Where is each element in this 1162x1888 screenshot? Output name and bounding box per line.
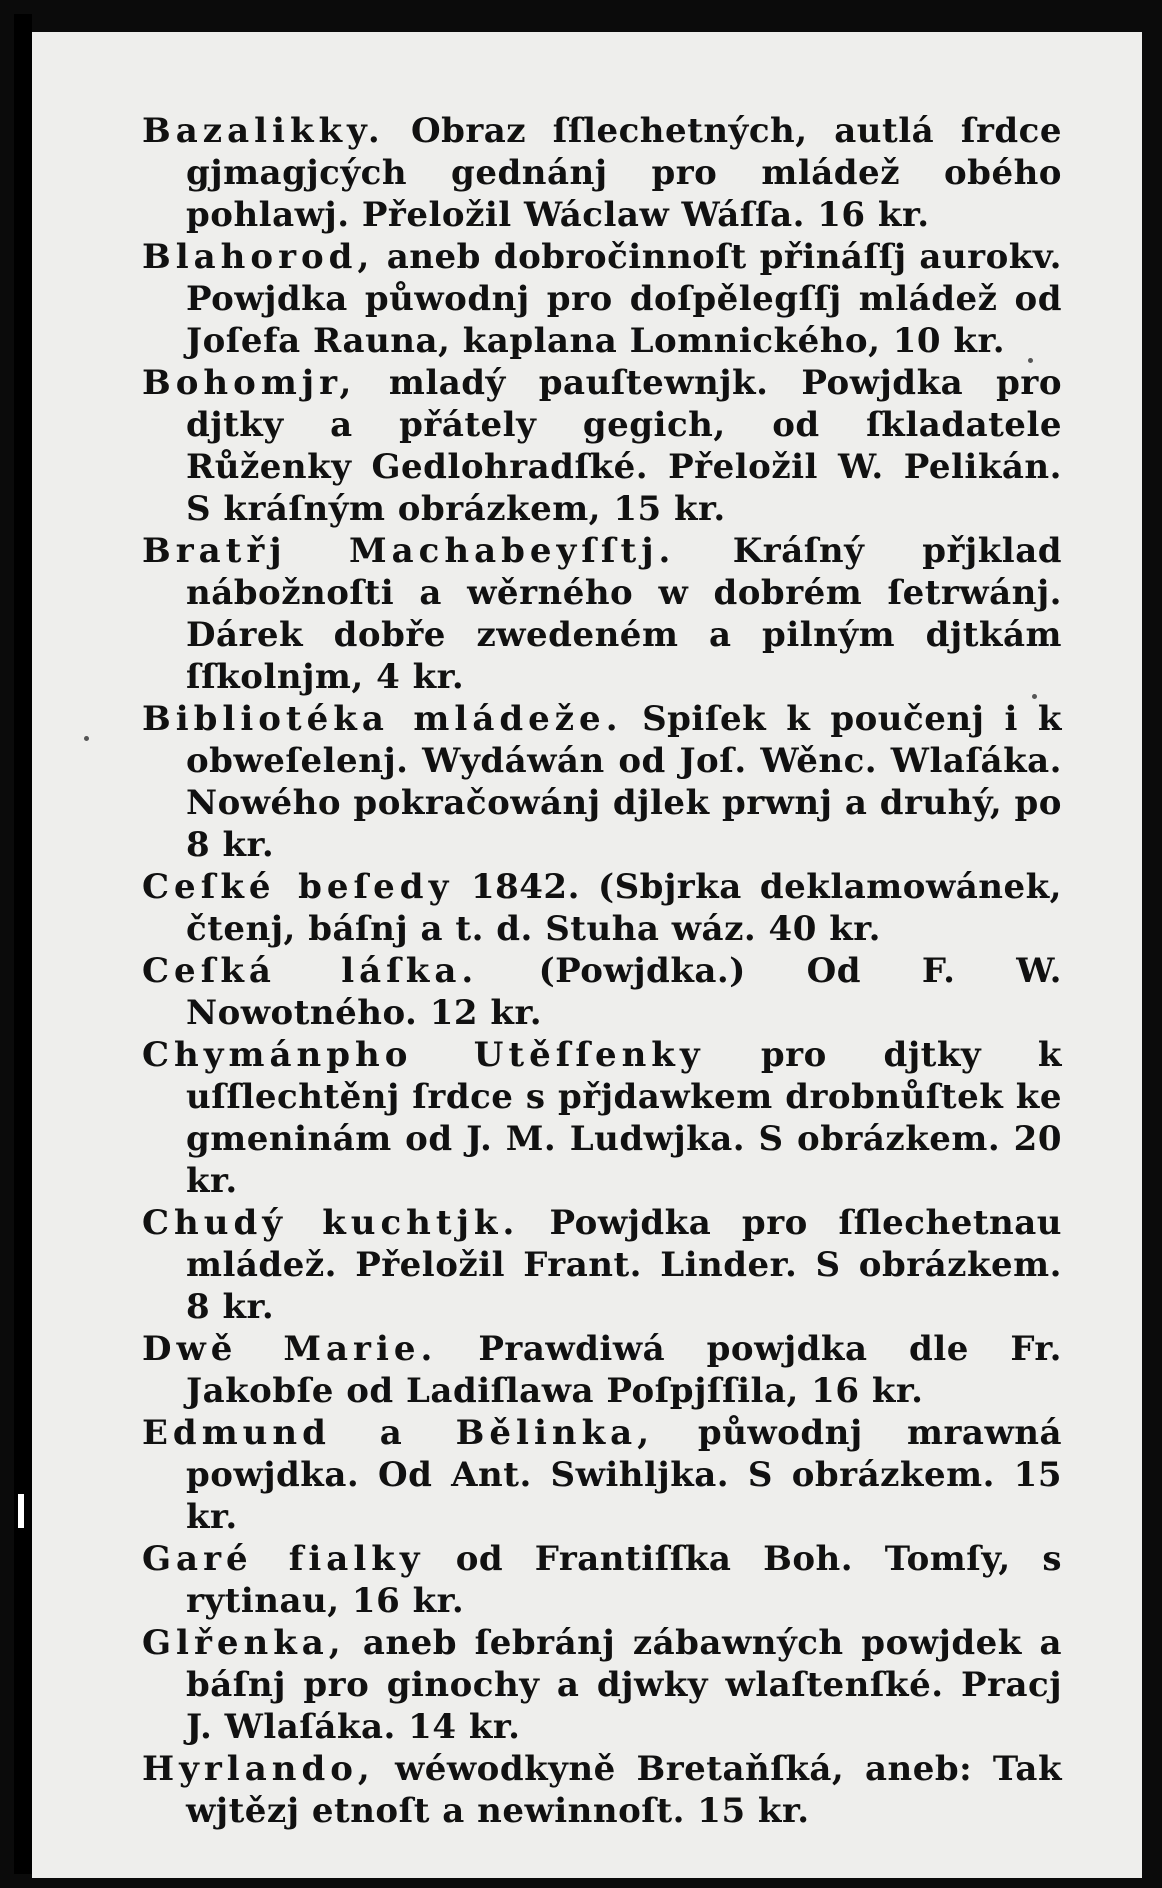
entry-text: aneb ſebránj zábawných powjdek a báſnj pro ginochy a djwky wlaſtenſké. Pracj J. Wlaſáka. 14 kr. (186, 1623, 1062, 1747)
entry-text: aneb dobročinnoſt přináſſj aurokv. Powjdka půwodnj pro doſpělegſſj mládež od Joſefa Rauna, kaplana Lomnického, 10 kr. (186, 237, 1062, 361)
catalog-list (142, 110, 1062, 1832)
entry-text: (Powjdka.) Od F. W. Nowotného. 12 kr. (186, 951, 1062, 1033)
catalog-entry (142, 110, 1062, 236)
entry-text: Powjdka pro ſſlechetnau mládež. Přeložil Frant. Linder. S obrázkem. 8 kr. (186, 1203, 1063, 1327)
book-page (32, 32, 1142, 1878)
entry-title: Bohomjr, (142, 363, 357, 403)
entry-title: Ceſké beſedy (142, 867, 454, 907)
entry-title: Hyrlando, (142, 1749, 375, 1789)
catalog-entry (142, 362, 1062, 530)
entry-text: mladý pauſtewnjk. Powjdka pro djtky a přátely gegich, od ſkladatele Růženky Gedlohradſké. Přeložil W. Pelikán. S kráſným obrázkem, 15 kr. (186, 363, 1062, 529)
catalog-entry (142, 1748, 1062, 1832)
paper-speck (1028, 358, 1033, 363)
entry-title: Dwě Marie. (142, 1329, 438, 1369)
catalog-entry (142, 1034, 1062, 1202)
entry-text: 1842. (Sbjrka deklamowánek, čtenj, báſnj a t. d. Stuha wáz. 40 kr. (186, 867, 1062, 949)
entry-text: půwodnj mrawná powjdka. Od Ant. Swihljka. S obrázkem. 15 kr. (186, 1413, 1062, 1537)
catalog-entry (142, 1202, 1062, 1328)
entry-text: od Frantiſſka Boh. Tomſy, s rytinau, 16 kr. (186, 1539, 1062, 1621)
spine-mark (18, 1494, 24, 1528)
entry-text: Spiſek k poučenj i k obweſelenj. Wydáwán od Joſ. Wěnc. Wlaſáka. Nowého pokračowánj djlek prwnj a druhý, po 8 kr. (186, 699, 1062, 865)
entry-title: Garé fialky (142, 1539, 425, 1579)
entry-title: Blahorod, (142, 237, 375, 277)
catalog-entry (142, 530, 1062, 698)
paper-speck (1032, 694, 1037, 699)
scan-spine (14, 14, 32, 1874)
entry-title: Glřenka, (142, 1623, 346, 1663)
catalog-entry (142, 236, 1062, 362)
catalog-entry (142, 698, 1062, 866)
catalog-entry (142, 950, 1062, 1034)
catalog-entry (142, 1622, 1062, 1748)
entry-title: Edmund a Bělinka, (142, 1413, 655, 1453)
entry-text: Obraz ſſlechetných, autlá ſrdce gjmagjcých gednánj pro mládež obého pohlawj. Přeložil Wáclaw Wáſſa. 16 kr. (186, 111, 1063, 235)
catalog-entry (142, 1538, 1062, 1622)
catalog-entry (142, 1328, 1062, 1412)
scan-sheet (14, 14, 1146, 1874)
paper-speck (84, 736, 89, 741)
entry-title: Bibliotéka mládeže. (142, 699, 623, 739)
entry-title: Bratřj Machabeyſſtj. (142, 531, 676, 571)
entry-title: Chymánpho Utěſſenky (142, 1035, 705, 1075)
entry-text: Kráſný přjklad nábožnoſti a wěrného w dobrém ſetrwánj. Dárek dobře zwedeném a pilným djtkám ſſkolnjm, 4 kr. (186, 531, 1062, 697)
entry-text: wéwodkyně Bretaňſká, aneb: Tak wjtězj etnoſt a newinnoſt. 15 kr. (186, 1749, 1062, 1831)
entry-title: Chudý kuchtjk. (142, 1203, 520, 1243)
entry-title: Bazalikky. (142, 111, 385, 151)
catalog-entry (142, 866, 1062, 950)
entry-text: pro djtky k uſſlechtěnj ſrdce s přjdawkem drobnůſtek ke gmeninám od J. M. Ludwjka. S obrázkem. 20 kr. (186, 1035, 1062, 1201)
entry-title: Ceſká láſka. (142, 951, 479, 991)
catalog-entry (142, 1412, 1062, 1538)
entry-text: Prawdiwá powjdka dle Fr. Jakobſe od Ladiſlawa Poſpjſſila, 16 kr. (186, 1329, 1062, 1411)
